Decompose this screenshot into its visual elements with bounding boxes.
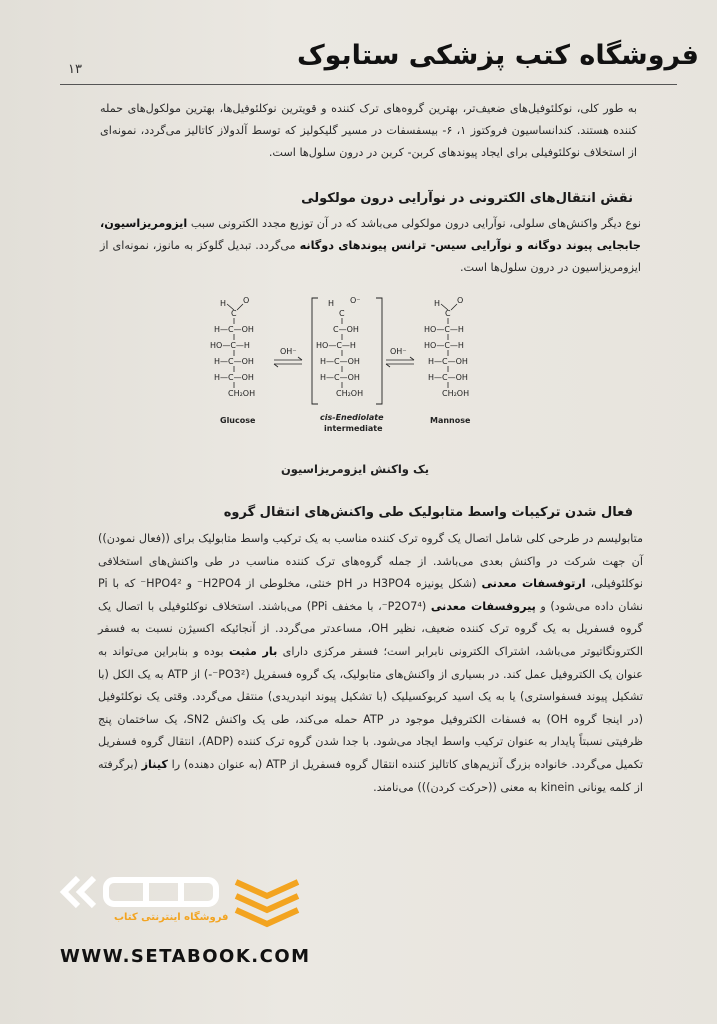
- group-transfer-paragraph: [98, 528, 643, 799]
- intro-paragraph: به طور کلی، نوکلئوفیل‌های ضعیف‌تر، بهترین گروه‌های ترک کننده و قویترین نوکلئوفیل‌ها، بهترین مولکول‌های حمله کننده هستند. کندانساسیون فروکتوز ۱، ۶- بیسفسفات در مسیر گلیکولیز که توسط آلدولاز کاتالیز می‌گردد، نمونه‌ای از استخلاف نوکلئوفیلی برای ایجاد پیوندهای کربن- کربن در درون سلول‌ها است.: [100, 102, 637, 159]
- text-run: (برگرفته از کلمه یونانی kinein به معنی ((حرکت کردن))) می‌نامند.: [98, 757, 643, 794]
- svg-text:H: H: [220, 299, 227, 308]
- svg-text:O: O: [457, 296, 464, 305]
- equilibrium-arrow-left: [274, 347, 302, 367]
- svg-text:H—C—OH: H—C—OH: [320, 357, 360, 366]
- svg-text:H—C—OH: H—C—OH: [214, 325, 254, 334]
- svg-text:H—C—OH: H—C—OH: [214, 373, 254, 382]
- svg-text:HO—C—H: HO—C—H: [424, 341, 464, 350]
- intermediate-label-1: cis-Enediolate: [320, 413, 384, 422]
- svg-text:O: O: [243, 296, 250, 305]
- text-run: نوع دیگر واکنش‌های سلولی، نوآرایی درون مولکولی می‌باشد که در آن توزیع مجدد الکترونی سبب: [187, 217, 641, 230]
- svg-text:C—OH: C—OH: [333, 325, 359, 334]
- bold-term: بار مثبت: [228, 644, 278, 658]
- svg-text:HO—C—H: HO—C—H: [316, 341, 356, 350]
- bold-term: ایزومریزاسیون، جابجایی پیوند دوگانه و نوآرایی سیس- ترانس پیوندهای دوگانه: [100, 217, 641, 252]
- isomerization-diagram: [190, 292, 520, 442]
- mannose-label: Mannose: [430, 416, 471, 425]
- svg-text:CH₂OH: CH₂OH: [228, 389, 256, 398]
- svg-text:H—C—OH: H—C—OH: [214, 357, 254, 366]
- hydroxide-label: OH⁻: [390, 347, 407, 356]
- website-url: WWW.SETABOOK.COM: [60, 946, 311, 967]
- text-run: (شکل یونیزه H3PO4 در pH خنثی، مخلوطی از H2PO4⁻ و HPO4²⁻ که با Pi نشان داده می‌شود) و: [98, 577, 643, 613]
- rearrangement-paragraph: [100, 213, 641, 279]
- text-run: بوده و بنابراین می‌تواند به عنوان یک الکتروفیل عمل کند. در بسیاری از واکنش‌های متابولیک، یک گروه فسفریل (PO3²⁻-) از ATP به یک الکل (با تشکیل پیوند فسفواستری) یا به یک اسید کربوکسیلیک (با تشکیل پیوند انیدریدی) منتقل می‌گردد. وقتی یک نوکلئوفیل (در اینجا گروه OH) به فسفات الکتروفیل موجود در ATP حمله می‌کند، طی یک واکنش SN2، یک ساختمان پنج ظرفیتی نسبتاً پایدار به عنوان ترکیب واسط ایجاد می‌شود. با جدا شدن گروه ترک کننده (ADP)، انتقال گروه فسفریل تکمیل می‌گردد. خانواده بزرگ آنزیم‌های کاتالیز کننده انتقال گروه فسفریل از ATP (به عنوان دهنده) را: [98, 644, 644, 771]
- logo-tagline: فروشگاه اینترنتی کتاب: [114, 912, 229, 923]
- mannose-structure: [424, 296, 471, 425]
- svg-text:CH₂OH: CH₂OH: [442, 389, 470, 398]
- text-run: متابولیسم در طرحی کلی شامل اتصال یک گروه ترک کننده مناسب به یک ترکیب واسط متابولیک برای ((فعال نمودن)) آن جهت شرکت در واکنش بعدی می‌باشد. از جمله گروه‌های ترک کننده مناسب در طی واکنش‌های استخلافی نوکلئوفیلی،: [98, 532, 644, 591]
- enediolate-structure: [312, 296, 384, 433]
- logo-wordmark-icon: [56, 870, 226, 914]
- svg-text:C: C: [339, 309, 345, 318]
- glucose-label: Glucose: [220, 416, 256, 425]
- glucose-structure: [210, 296, 256, 425]
- hydroxide-label: OH⁻: [280, 347, 297, 356]
- header-divider: [60, 84, 677, 85]
- intermediate-label-2: intermediate: [324, 424, 383, 433]
- bold-term: ارتوفسفات معدنی: [481, 577, 586, 591]
- section-heading-rearrangement: نقش انتقال‌های الکترونی در نوآرایی درون مولکولی: [301, 191, 633, 206]
- svg-text:H—C—OH: H—C—OH: [428, 373, 468, 382]
- svg-text:C: C: [445, 309, 451, 318]
- svg-text:H—C—OH: H—C—OH: [320, 373, 360, 382]
- svg-text:H: H: [434, 299, 441, 308]
- svg-text:C: C: [231, 309, 237, 318]
- svg-text:HO—C—H: HO—C—H: [424, 325, 464, 334]
- bold-term: پیروفسفات معدنی: [430, 599, 536, 613]
- section-heading-group-transfer: فعال شدن ترکیبات واسط متابولیک طی واکنش‌های انتقال گروه: [223, 505, 633, 520]
- svg-text:H—C—OH: H—C—OH: [428, 357, 468, 366]
- bold-term: کیناز: [141, 757, 168, 771]
- svg-text:H: H: [328, 299, 335, 308]
- text-run: می‌گردد. تبدیل گلوکز به مانوز، نمونه‌ای از ایزومریزاسیون در درون سلول‌ها است.: [100, 239, 641, 274]
- text-run: (P2O7⁴⁻، با مخفف PPi) می‌باشند. استخلاف نوکلئوفیلی با اتصال یک گروه فسفریل به یک گروه ترک کننده ضعیف، نظیر OH، مساعدتر می‌گردد. از آنجائیکه اکسیژن نسبت به فسفر الکترونگاتیوتر می‌باشد، اشتراک الکترونی نابرابر است؛ فسفر مرکزی دارای: [98, 599, 643, 658]
- figure-caption: یک واکنش ایزومریزاسیون: [280, 462, 430, 476]
- store-banner: فروشگاه کتب پزشکی ستابوک: [296, 40, 699, 71]
- svg-text:CH₂OH: CH₂OH: [336, 389, 364, 398]
- book-stack-icon: [232, 876, 302, 928]
- page-number: ۱۳: [68, 62, 82, 77]
- svg-text:O⁻: O⁻: [350, 296, 361, 305]
- equilibrium-arrow-right: [386, 347, 414, 367]
- svg-text:HO—C—H: HO—C—H: [210, 341, 250, 350]
